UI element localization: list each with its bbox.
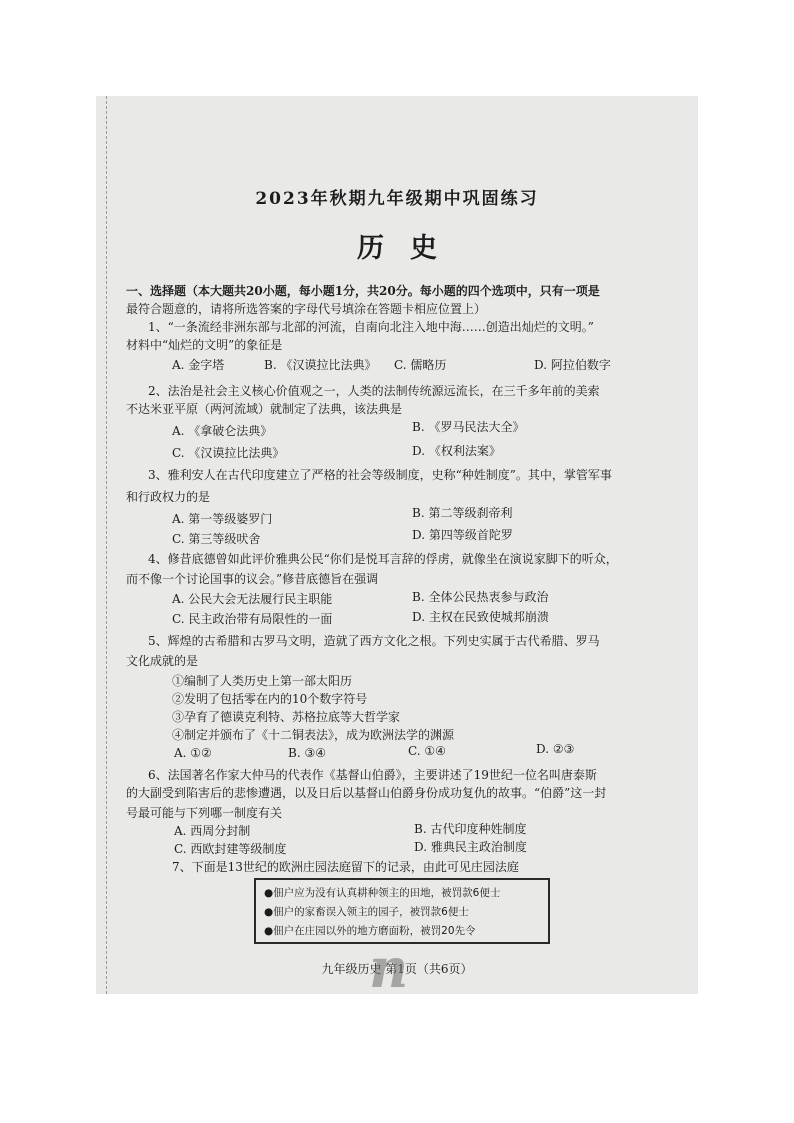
- q2-option-a: A. 《拿破仑法典》: [172, 424, 273, 438]
- q5-statement-4: ④制定并颁布了《十二铜表法》，成为欧洲法学的渊源: [172, 728, 455, 742]
- q7-stem-line1: 7、下面是13世纪的欧洲庄园法庭留下的记录，由此可见庄园法庭: [172, 860, 519, 874]
- q2-option-b: B. 《罗马民法大全》: [412, 420, 525, 434]
- q3-option-b: B. 第二等级刹帝利: [412, 506, 513, 520]
- q7-record-2: ●佃户的家畜误入领主的园子，被罚款6便士: [264, 906, 469, 918]
- q4-stem-line1: 4、修昔底德曾如此评价雅典公民“你们是悦耳言辞的俘虏，就像坐在演说家脚下的听众，: [148, 552, 618, 566]
- q7-record-3: ●佃户在庄园以外的地方磨面粉，被罚20先令: [264, 925, 476, 937]
- q6-stem-line3: 号最可能与下列哪一制度有关: [126, 806, 283, 820]
- q4-stem-line2: 而不像一个讨论国事的议会。”修昔底德旨在强调: [126, 572, 379, 586]
- q6-stem-line1: 6、法国著名作家大仲马的代表作《基督山伯爵》，主要讲述了19世纪一位名叫唐泰斯: [148, 768, 597, 782]
- q6-stem-line2: 的大副受到陷害后的悲惨遭遇，以及日后以基督山伯爵身份成功复仇的故事。“伯爵”这一封: [126, 786, 607, 800]
- q2-option-c: C. 《汉谟拉比法典》: [172, 446, 285, 460]
- q4-option-c: C. 民主政治带有局限性的一面: [172, 612, 333, 626]
- q5-stem-line1: 5、辉煌的古希腊和古罗马文明，造就了西方文化之根。下列史实属于古代希腊、罗马: [148, 634, 600, 648]
- q5-option-a: A. ①②: [174, 746, 212, 760]
- q1-option-b: B. 《汉谟拉比法典》: [264, 358, 377, 372]
- q5-option-c: C. ①④: [408, 744, 446, 758]
- exam-title: 2023年秋期九年级期中巩固练习: [255, 189, 539, 209]
- watermark-logo: n: [369, 936, 409, 994]
- q3-stem-line2: 和行政权力的是: [126, 490, 211, 504]
- q2-option-d: D. 《权利法案》: [412, 444, 501, 458]
- exam-paper: [96, 96, 698, 994]
- q6-option-d: D. 雅典民主政治制度: [414, 840, 527, 854]
- exam-subject: 历史: [357, 233, 463, 264]
- q6-option-c: C. 西欧封建等级制度: [174, 842, 287, 856]
- q5-option-d: D. ②③: [536, 742, 575, 756]
- q2-stem-line2: 不达米亚平原（两河流域）就制定了法典，该法典是: [126, 402, 403, 416]
- q4-option-b: B. 全体公民热衷参与政治: [412, 590, 549, 604]
- q1-stem-line1: 1、“一条流经非洲东部与北部的河流，自南向北注入地中海……创造出灿烂的文明。”: [148, 320, 594, 334]
- q1-option-c: C. 儒略历: [394, 358, 447, 372]
- q5-option-b: B. ③④: [288, 746, 326, 760]
- q5-statement-1: ①编制了人类历史上第一部太阳历: [172, 674, 353, 688]
- q3-stem-line1: 3、雅利安人在古代印度建立了严格的社会等级制度，史称“种姓制度”。其中，掌管军事: [148, 468, 612, 482]
- section-header-line2: 最符合题意的，请将所选答案的字母代号填涂在答题卡相应位置上）: [126, 302, 487, 316]
- q5-statement-2: ②发明了包括零在内的10个数字符号: [172, 692, 368, 706]
- page-footer: 九年级历史 第1页（共6页）: [321, 962, 473, 976]
- q7-court-records-box: [254, 878, 550, 944]
- section-header-line1: 一、选择题（本大题共20小题，每小题1分，共20分。每小题的四个选项中，只有一项是: [126, 284, 600, 298]
- q1-option-d: D. 阿拉伯数字: [534, 358, 611, 372]
- q7-record-1: ●佃户应为没有认真耕种领主的田地，被罚款6便士: [264, 887, 501, 899]
- q2-stem-line1: 2、法治是社会主义核心价值观之一，人类的法制传统源远流长，在三千多年前的美索: [148, 384, 600, 398]
- q3-option-a: A. 第一等级婆罗门: [172, 512, 273, 526]
- q6-option-a: A. 西周分封制: [174, 824, 251, 838]
- q6-option-b: B. 古代印度种姓制度: [414, 822, 527, 836]
- q1-option-a: A. 金字塔: [172, 358, 225, 372]
- q3-option-d: D. 第四等级首陀罗: [412, 528, 513, 542]
- q4-option-d: D. 主权在民致使城邦崩溃: [412, 610, 549, 624]
- q4-option-a: A. 公民大会无法履行民主职能: [172, 592, 333, 606]
- q5-statement-3: ③孕育了德谟克利特、苏格拉底等大哲学家: [172, 710, 401, 724]
- q3-option-c: C. 第三等级吠舍: [172, 532, 261, 546]
- q5-stem-line2: 文化成就的是: [126, 654, 199, 668]
- q1-stem-line2: 材料中“灿烂的文明”的象征是: [126, 338, 283, 352]
